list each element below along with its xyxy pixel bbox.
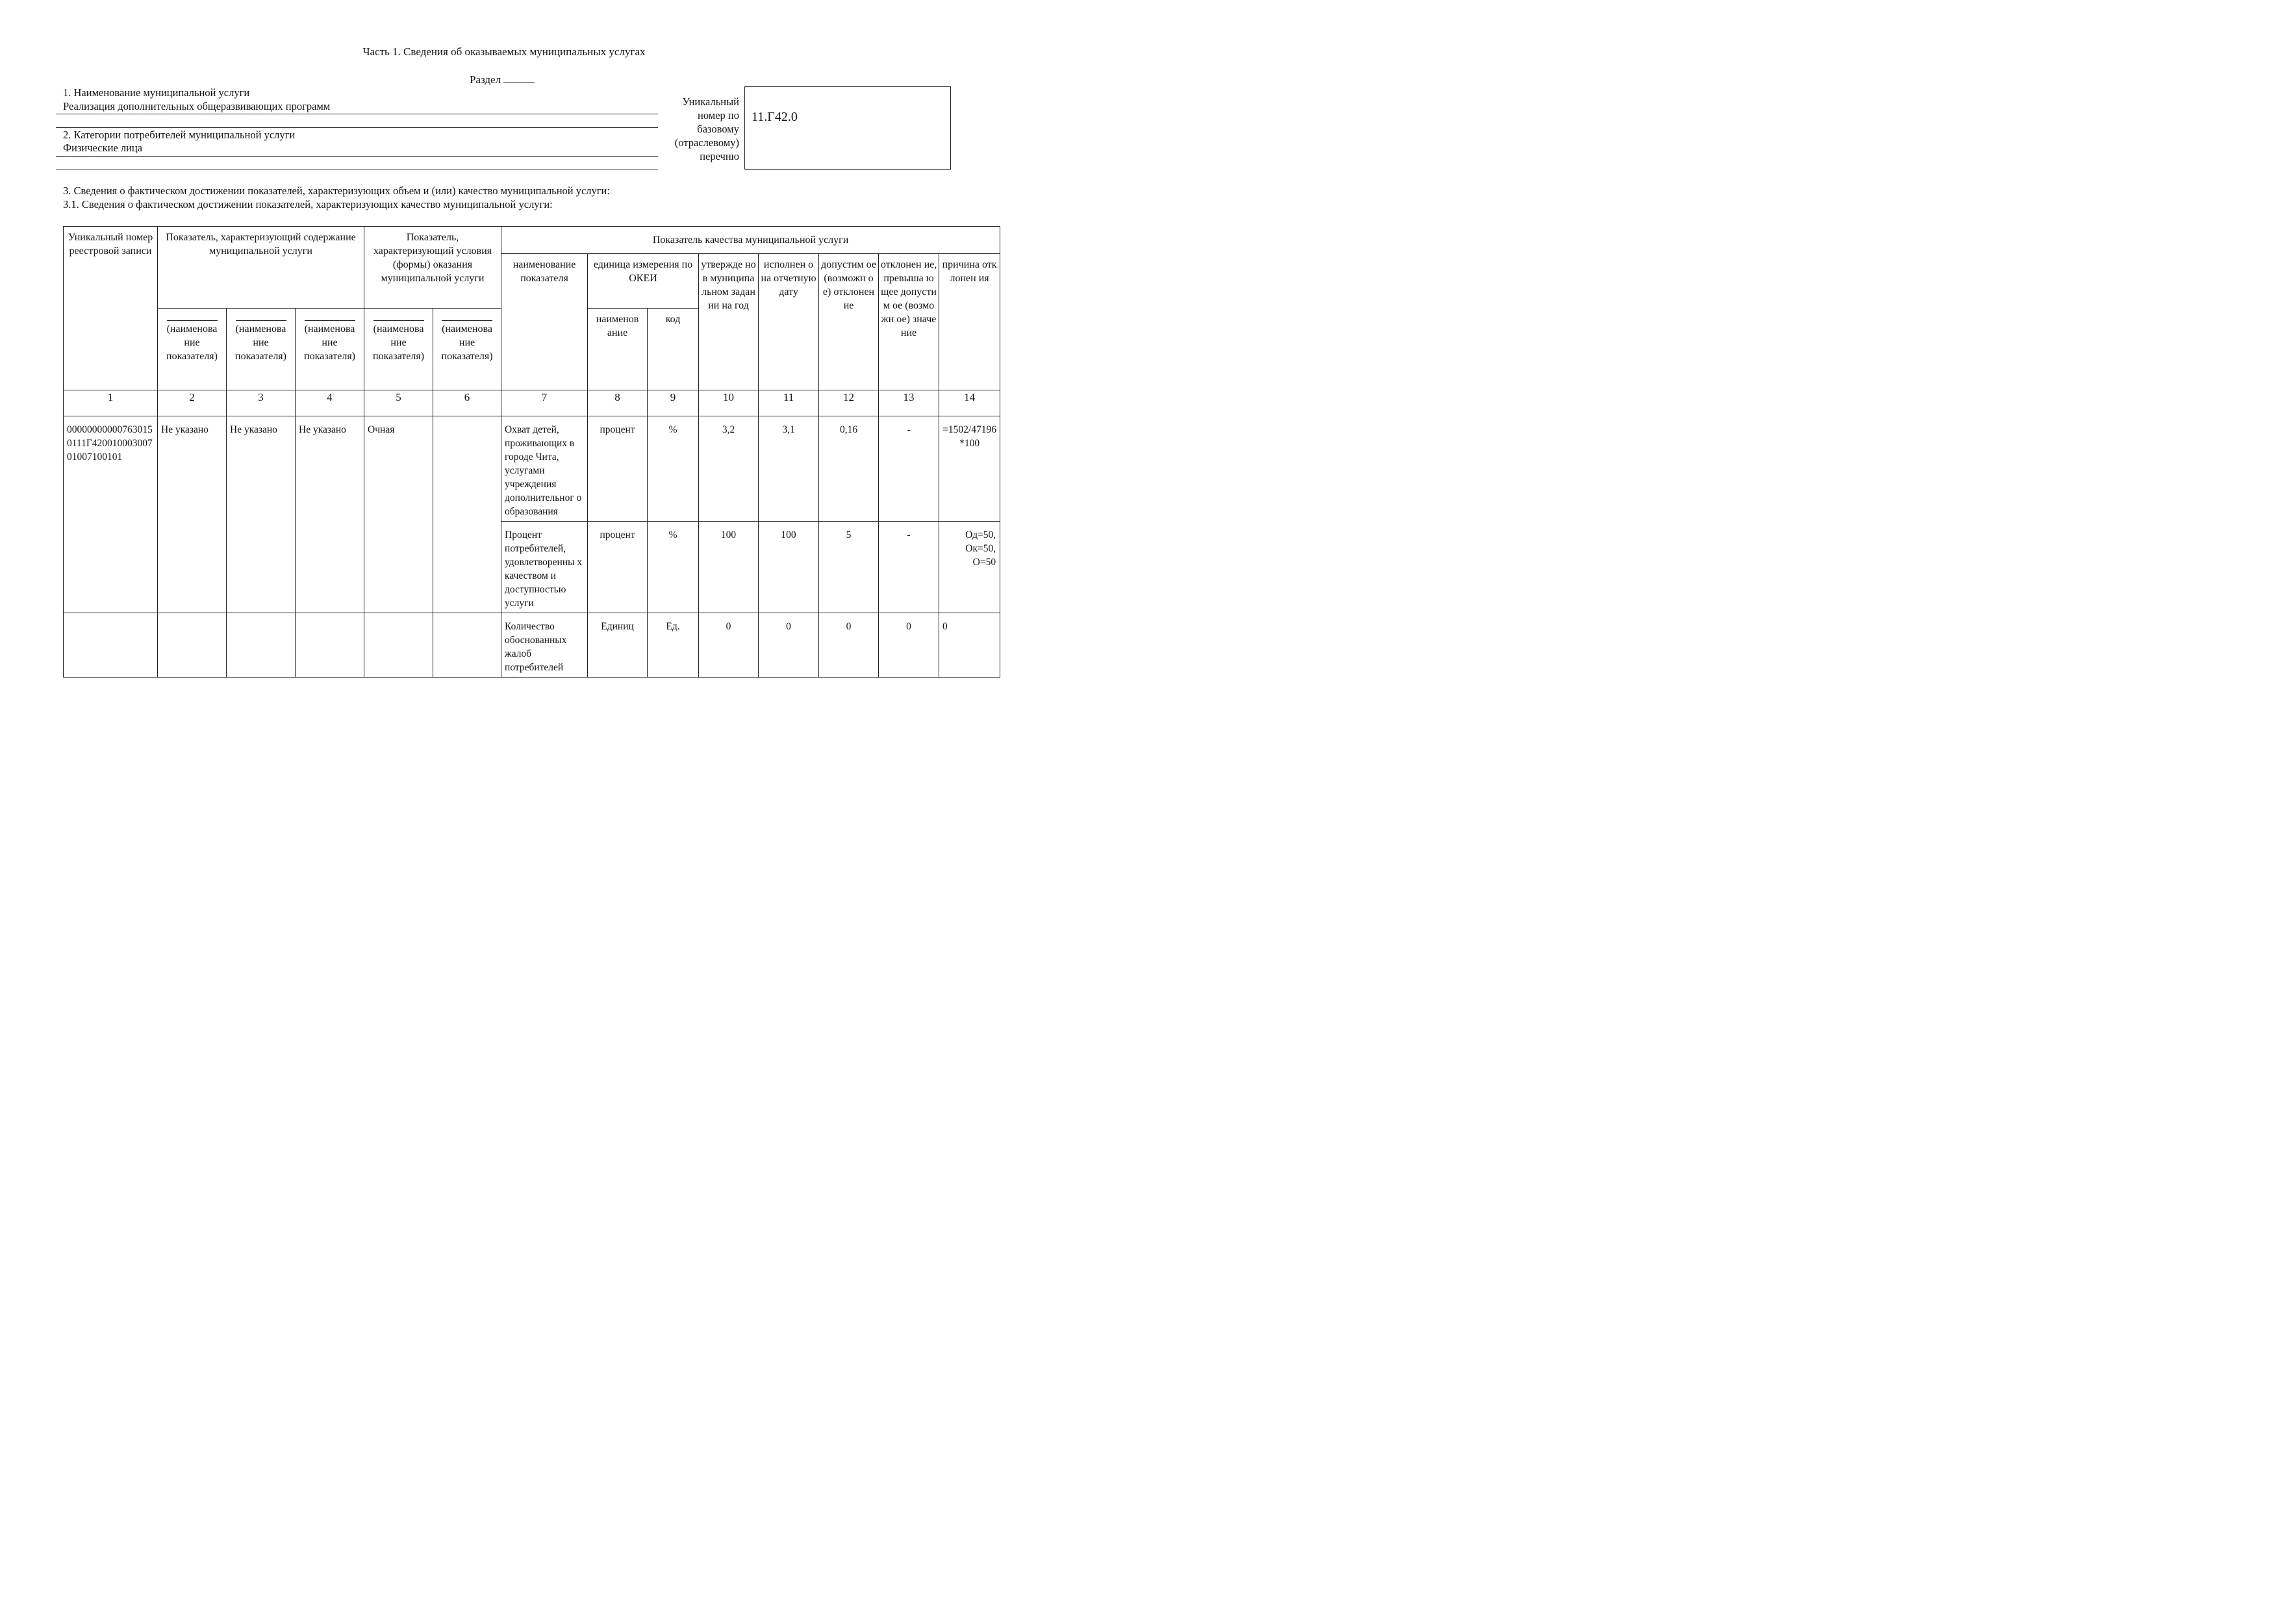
column-number: 14: [939, 390, 1000, 416]
service-name-value: Реализация дополнительных общеразвивающих программ: [63, 100, 331, 112]
blank-line: [305, 320, 355, 321]
unique-number-value: 11.Г42.0: [752, 110, 798, 124]
part-title: Часть 1. Сведения об оказываемых муниципальных услугах: [362, 45, 646, 58]
empty-cell: [364, 613, 433, 678]
column-number: 13: [879, 390, 939, 416]
column-number: 12: [819, 390, 879, 416]
indicator-name: Охват детей, проживающих в городе Чита, услугами учреждения дополнительног о образования: [501, 416, 588, 522]
sub-indicator-label: (наименова ние показателя): [235, 324, 286, 362]
indicator-name: Количество обоснованных жалоб потребителей: [501, 613, 588, 678]
blank-line: [236, 320, 286, 321]
unit-name: процент: [588, 416, 648, 522]
blank-line: [373, 320, 424, 321]
allowed-deviation-value: 5: [819, 522, 879, 613]
header-content-indicator: Показатель, характеризующий содержание муниципальной услуги: [158, 227, 364, 309]
content-indicator-value: Не указано: [227, 416, 296, 613]
deviation-reason: =1502/47196*100: [939, 416, 1000, 522]
executed-value: 0: [759, 613, 819, 678]
header-sub-indicator-5: [364, 309, 433, 390]
empty-cell: [433, 613, 501, 678]
exceeding-deviation-value: 0: [879, 613, 939, 678]
report-page: [0, 0, 1018, 728]
consumers-label: 2. Категории потребителей муниципальной услуги: [63, 129, 296, 141]
empty-cell: [64, 613, 158, 678]
unique-label-line: номер по: [698, 109, 739, 121]
section-label: [470, 73, 535, 86]
consumers-value: Физические лица: [63, 142, 143, 154]
header-quality-indicator: Показатель качества муниципальной услуги: [501, 227, 1000, 254]
table-row: [64, 613, 1000, 678]
unit-name: Единиц: [588, 613, 648, 678]
header-okei-unit: единица измерения по ОКЕИ: [588, 254, 699, 309]
approved-value: 100: [699, 522, 759, 613]
service-name-extra-line: [56, 127, 658, 128]
header-okei-code: код: [648, 309, 699, 390]
executed-value: 100: [759, 522, 819, 613]
deviation-reason: Од=50, Ок=50, О=50: [939, 522, 1000, 613]
exceeding-deviation-value: -: [879, 416, 939, 522]
deviation-reason: 0: [939, 613, 1000, 678]
consumers-underline: [56, 156, 658, 157]
section-label-text: Раздел: [470, 73, 501, 86]
sub-indicator-label: (наименова ние показателя): [441, 324, 493, 362]
sub-indicator-label: (наименова ние показателя): [166, 324, 218, 362]
allowed-deviation-value: 0: [819, 613, 879, 678]
column-number: 9: [648, 390, 699, 416]
unique-label-line: перечню: [700, 150, 739, 162]
header-sub-indicator-4: [296, 309, 364, 390]
section-number-blank: [503, 73, 535, 83]
unit-code: Ед.: [648, 613, 699, 678]
empty-cell: [227, 613, 296, 678]
column-number: 8: [588, 390, 648, 416]
unique-label-line: Уникальный: [682, 95, 739, 108]
blank-line: [167, 320, 218, 321]
header-row-1: [64, 227, 1000, 254]
header-executed: исполнен о на отчетную дату: [759, 254, 819, 390]
condition-indicator-value: [433, 416, 501, 613]
header-approved: утвержде но в муниципа льном задании на год: [699, 254, 759, 390]
content-indicator-value: Не указано: [158, 416, 227, 613]
sub-indicator-label: (наименова ние показателя): [304, 324, 355, 362]
header-sub-indicator-3: [227, 309, 296, 390]
section-3-heading: 3. Сведения о фактическом достижении показателей, характеризующих объем и (или) качество муниципальной услуги:: [63, 184, 610, 197]
header-exceeding-deviation: отклонен ие, превыша ющее допустим ое (возможн ое) значение: [879, 254, 939, 390]
column-number: 2: [158, 390, 227, 416]
header-allowed-deviation: допустим ое (возможн ое) отклонен ие: [819, 254, 879, 390]
allowed-deviation-value: 0,16: [819, 416, 879, 522]
section-3-1-heading: 3.1. Сведения о фактическом достижении показателей, характеризующих качество муниципальной услуги:: [63, 198, 553, 210]
unique-number-box: [744, 86, 951, 170]
column-number: 6: [433, 390, 501, 416]
executed-value: 3,1: [759, 416, 819, 522]
unit-code: %: [648, 522, 699, 613]
condition-indicator-value: Очная: [364, 416, 433, 613]
column-number: 11: [759, 390, 819, 416]
content-indicator-value: Не указано: [296, 416, 364, 613]
registry-number: 000000000007630150111Г42001000300701007100101: [64, 416, 158, 613]
unique-label-line: (отраслевому): [674, 136, 739, 149]
column-number: 10: [699, 390, 759, 416]
unit-code: %: [648, 416, 699, 522]
unique-number-label: [657, 95, 739, 163]
column-number: 4: [296, 390, 364, 416]
header-conditions-indicator: Показатель, характеризующий условия (формы) оказания муниципальной услуги: [364, 227, 501, 309]
header-okei-name: наименов ание: [588, 309, 648, 390]
unique-label-line: базовому: [697, 123, 739, 135]
column-number: 3: [227, 390, 296, 416]
quality-indicators-table: [63, 226, 1000, 678]
empty-cell: [296, 613, 364, 678]
exceeding-deviation-value: -: [879, 522, 939, 613]
header-sub-indicator-2: [158, 309, 227, 390]
service-name-label: 1. Наименование муниципальной услуги: [63, 86, 250, 99]
empty-cell: [158, 613, 227, 678]
header-sub-indicator-6: [433, 309, 501, 390]
indicator-name: Процент потребителей, удовлетворенны х качеством и доступностью услуги: [501, 522, 588, 613]
unit-name: процент: [588, 522, 648, 613]
approved-value: 0: [699, 613, 759, 678]
sub-indicator-label: (наименова ние показателя): [373, 324, 425, 362]
table-row: [64, 416, 1000, 522]
column-number: 5: [364, 390, 433, 416]
column-number-row: [64, 390, 1000, 416]
approved-value: 3,2: [699, 416, 759, 522]
column-number: 7: [501, 390, 588, 416]
blank-line: [442, 320, 492, 321]
header-registry: Уникальный номер реестровой записи: [64, 227, 158, 390]
column-number: 1: [64, 390, 158, 416]
header-deviation-reason: причина отклонен ия: [939, 254, 1000, 390]
header-indicator-name: наименование показателя: [501, 254, 588, 390]
